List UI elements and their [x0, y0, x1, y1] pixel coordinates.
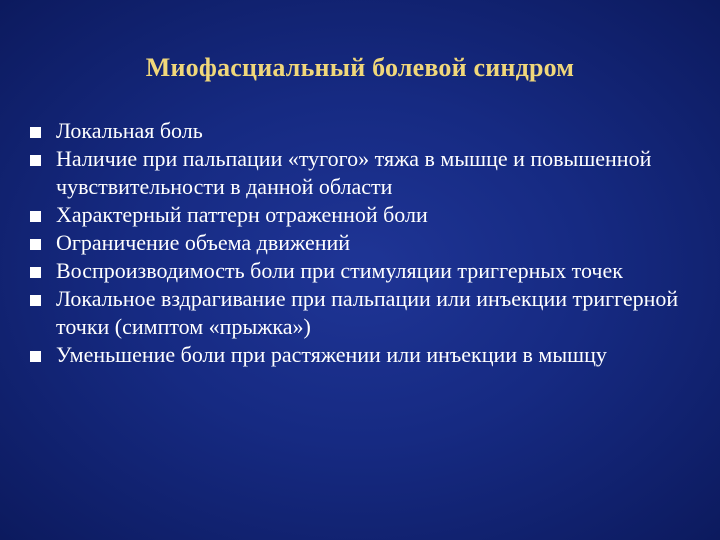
- bullet-text: Локальное вздрагивание при пальпации или инъекции триггерной точки (симптом «прыжка»): [56, 286, 679, 339]
- square-bullet-icon: [30, 211, 41, 222]
- slide-title: Миофасциальный болевой синдром: [145, 53, 575, 82]
- list-item: [30, 257, 702, 285]
- bullet-text: Воспроизводимость боли при стимуляции триггерных точек: [56, 258, 623, 283]
- square-bullet-icon: [30, 267, 41, 278]
- square-bullet-icon: [30, 155, 41, 166]
- bullet-text: Уменьшение боли при растяжении или инъекции в мышцу: [56, 342, 607, 367]
- bullet-text: Характерный паттерн отраженной боли: [56, 202, 428, 227]
- square-bullet-icon: [30, 127, 41, 138]
- list-item: [30, 229, 702, 257]
- bullet-text: Наличие при пальпации «тугого» тяжа в мышце и повышенной чувствительности в данной области: [56, 146, 652, 199]
- bullet-text: Ограничение объема движений: [56, 230, 351, 255]
- square-bullet-icon: [30, 239, 41, 250]
- list-item: [30, 341, 702, 369]
- list-item: [30, 145, 702, 201]
- square-bullet-icon: [30, 351, 41, 362]
- list-item: [30, 285, 702, 341]
- square-bullet-icon: [30, 295, 41, 306]
- list-item: [30, 117, 702, 145]
- list-item: [30, 201, 702, 229]
- bullet-text: Локальная боль: [56, 118, 203, 143]
- bullet-list: [30, 117, 702, 369]
